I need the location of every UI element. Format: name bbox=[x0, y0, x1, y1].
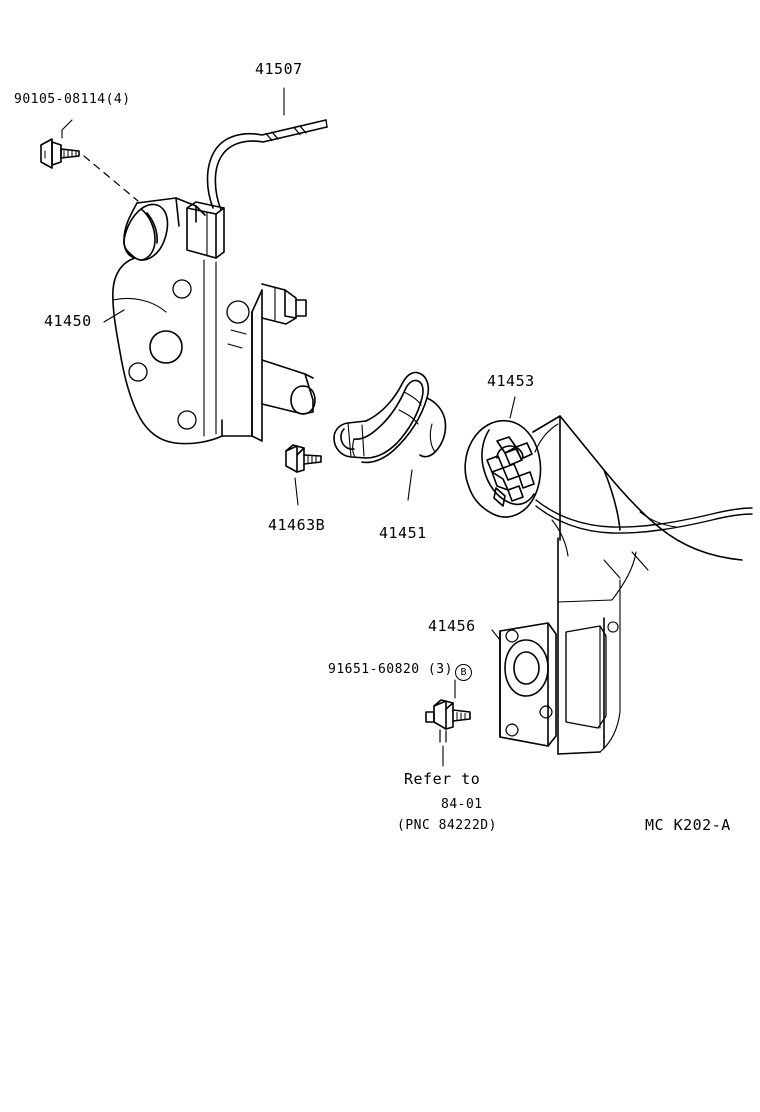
leader-41451 bbox=[408, 470, 412, 500]
label-90105-08114: 90105-08114(4) bbox=[14, 92, 131, 107]
label-sheet-code: MC K202-A bbox=[645, 816, 731, 834]
label-41456: 41456 bbox=[428, 617, 476, 635]
label-refer-code: 84-01 bbox=[441, 797, 483, 812]
leader-41453 bbox=[510, 397, 515, 418]
part-41453-sleeve bbox=[465, 421, 540, 517]
label-41463B: 41463B bbox=[268, 516, 326, 534]
label-41450: 41450 bbox=[44, 312, 92, 330]
part-90105-bolt bbox=[41, 139, 79, 168]
label-refer-pnc: (PNC 84222D) bbox=[397, 818, 497, 833]
part-41450-case bbox=[113, 198, 315, 444]
label-41453: 41453 bbox=[487, 372, 535, 390]
leader-41463B bbox=[295, 478, 298, 505]
label-41451: 41451 bbox=[379, 524, 427, 542]
leader-41456 bbox=[492, 630, 500, 640]
part-91651-bolt bbox=[426, 700, 470, 742]
part-41507-hose bbox=[208, 120, 328, 210]
label-91651-60820: 91651-60820 (3) bbox=[328, 662, 453, 677]
part-41451-fork bbox=[334, 372, 446, 462]
label-refer-to: Refer to bbox=[404, 770, 481, 788]
part-41456-bracket bbox=[500, 622, 618, 746]
part-41463B-bolt bbox=[286, 445, 321, 472]
leader-90105 bbox=[62, 120, 72, 138]
assembly-line-bolt bbox=[84, 156, 138, 201]
label-41507: 41507 bbox=[255, 60, 303, 78]
callout-b-icon: B bbox=[455, 664, 472, 681]
